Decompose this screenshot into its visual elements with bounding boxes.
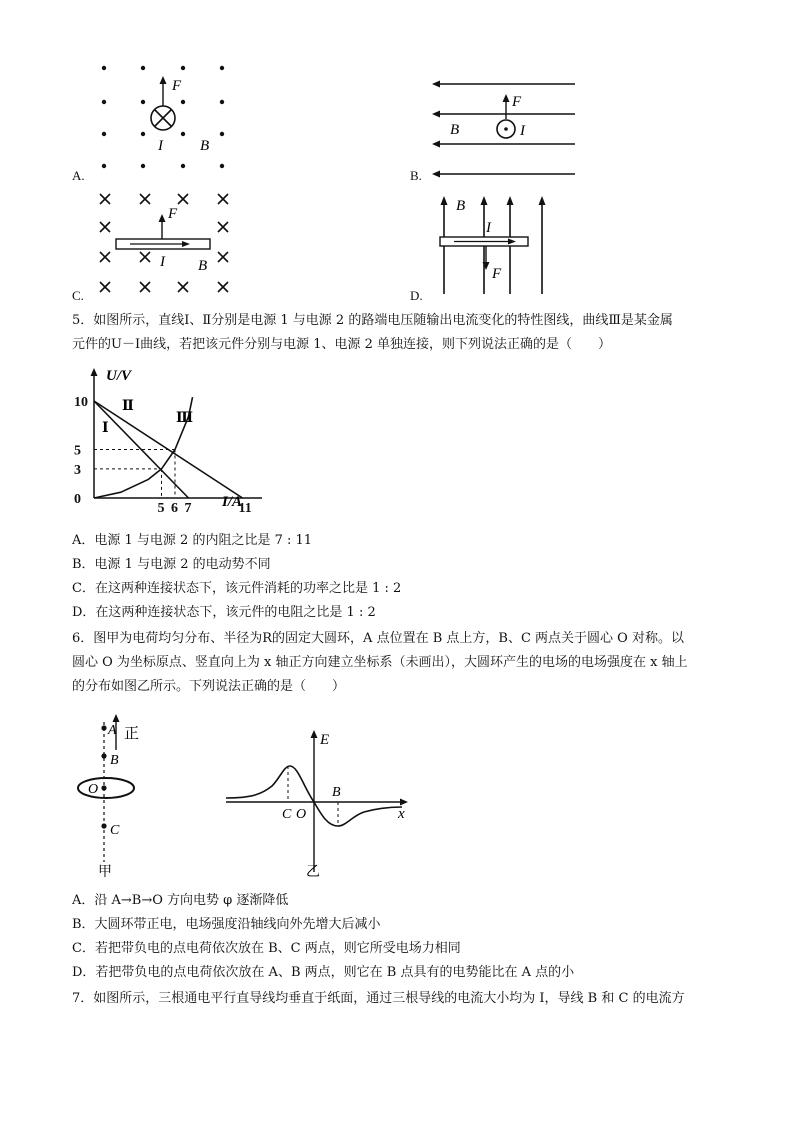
q5-option-d: D．在这两种连接状态下，该元件的电阻之比是 1 : 2 bbox=[72, 605, 376, 620]
svg-text:C: C bbox=[110, 823, 120, 838]
series-label-2: Ⅱ bbox=[122, 399, 134, 414]
q6-stem-line-2: 圆心 O 为坐标原点、竖直向上为 x 轴正方向建立坐标系（未画出），大圆环产生的电场的电场强度在 x 轴上 bbox=[72, 655, 688, 670]
figure-jia-ring bbox=[72, 712, 162, 882]
option-c-label: C. bbox=[72, 288, 84, 303]
svg-text:I: I bbox=[486, 220, 491, 236]
q5-option-a: A．电源 1 与电源 2 的内阻之比是 7 : 11 bbox=[72, 533, 313, 548]
y-tick-label: 3 bbox=[74, 462, 81, 478]
q5-option-b: B．电源 1 与电源 2 的电动势不同 bbox=[72, 557, 271, 572]
force-label: F bbox=[172, 78, 182, 94]
option-d-label: D. bbox=[410, 288, 423, 303]
svg-text:F: F bbox=[512, 94, 522, 110]
q6-option-d: D．若把带负电的点电荷依次放在 A、B 两点，则它在 B 点具有的电势能比在 A 点的小 bbox=[72, 965, 575, 980]
series-label-3: Ⅲ bbox=[176, 411, 194, 426]
svg-text:B: B bbox=[456, 198, 466, 214]
svg-text:B: B bbox=[110, 753, 119, 768]
svg-text:甲: 甲 bbox=[98, 865, 112, 880]
svg-text:O: O bbox=[296, 807, 307, 822]
option-d-figure bbox=[430, 186, 560, 296]
x-tick-label: 11 bbox=[238, 501, 252, 514]
option-b-label: B. bbox=[410, 168, 422, 183]
q5-ui-chart bbox=[72, 364, 262, 514]
figure-yi-field-graph bbox=[222, 722, 422, 882]
svg-text:C: C bbox=[282, 807, 292, 822]
svg-text:I: I bbox=[160, 254, 165, 270]
y-tick-label: 0 bbox=[74, 492, 81, 507]
q6-stem-line-3: 的分布如图乙所示。下列说法正确的是（ ） bbox=[72, 679, 346, 694]
x-axis-label: I/A bbox=[222, 494, 243, 510]
option-c-figure bbox=[90, 186, 250, 301]
svg-text:乙: 乙 bbox=[306, 865, 320, 880]
q5-stem-line-2: 元件的U－I曲线，若把该元件分别与电源 1、电源 2 单独连接，则下列说法正确的是（ ） bbox=[72, 337, 612, 352]
current-label: I bbox=[158, 138, 163, 154]
series-label-1: Ⅰ bbox=[102, 421, 109, 436]
x-tick-label: 5 bbox=[157, 501, 165, 514]
q5-stem-line-1: 5．如图所示，直线Ⅰ、Ⅱ分别是电源 1 与电源 2 的路端电压随输出电流变化的特性图线，曲线Ⅲ是某金属 bbox=[72, 313, 673, 328]
svg-text:B: B bbox=[332, 785, 341, 800]
q6-option-b: B．大圆环带正电，电场强度沿轴线向外先增大后减小 bbox=[72, 917, 381, 932]
q7-stem-line-1: 7．如图所示，三根通电平行直导线均垂直于纸面，通过三根导线的电流大小均为 I，导线 B 和 C 的电流方 bbox=[72, 991, 685, 1006]
svg-text:F: F bbox=[492, 266, 502, 282]
option-a-figure bbox=[88, 58, 248, 178]
svg-text:B: B bbox=[450, 122, 460, 138]
svg-text:F: F bbox=[168, 206, 178, 222]
y-tick-label: 5 bbox=[74, 443, 81, 459]
x-tick-label: 7 bbox=[184, 501, 192, 514]
field-label: B bbox=[200, 138, 210, 154]
q6-option-a: A．沿 A→B→O 方向电势 φ 逐渐降低 bbox=[72, 893, 289, 908]
x-tick-label: 6 bbox=[171, 501, 178, 514]
svg-text:O: O bbox=[88, 782, 99, 797]
svg-text:B: B bbox=[198, 258, 208, 274]
option-b-figure bbox=[430, 72, 580, 178]
q5-option-c: C．在这两种连接状态下，该元件消耗的功率之比是 1 : 2 bbox=[72, 581, 402, 596]
y-tick-label: 10 bbox=[74, 395, 88, 410]
svg-text:E: E bbox=[320, 732, 330, 748]
q6-stem-line-1: 6．图甲为电荷均匀分布、半径为R的固定大圆环，A 点位置在 B 点上方，B、C 两点关于圆心 O 对称。以 bbox=[72, 631, 684, 646]
y-axis-arrow bbox=[91, 368, 98, 376]
series-line-2 bbox=[94, 401, 243, 498]
q6-option-c: C．若把带负电的点电荷依次放在 B、C 两点，则它所受电场力相同 bbox=[72, 941, 461, 956]
option-a-label: A. bbox=[72, 168, 85, 183]
svg-text:x: x bbox=[398, 806, 405, 822]
svg-text:正: 正 bbox=[124, 726, 140, 742]
svg-text:I: I bbox=[520, 123, 525, 139]
y-axis-label: U/V bbox=[106, 368, 132, 384]
svg-text:A: A bbox=[108, 723, 117, 738]
